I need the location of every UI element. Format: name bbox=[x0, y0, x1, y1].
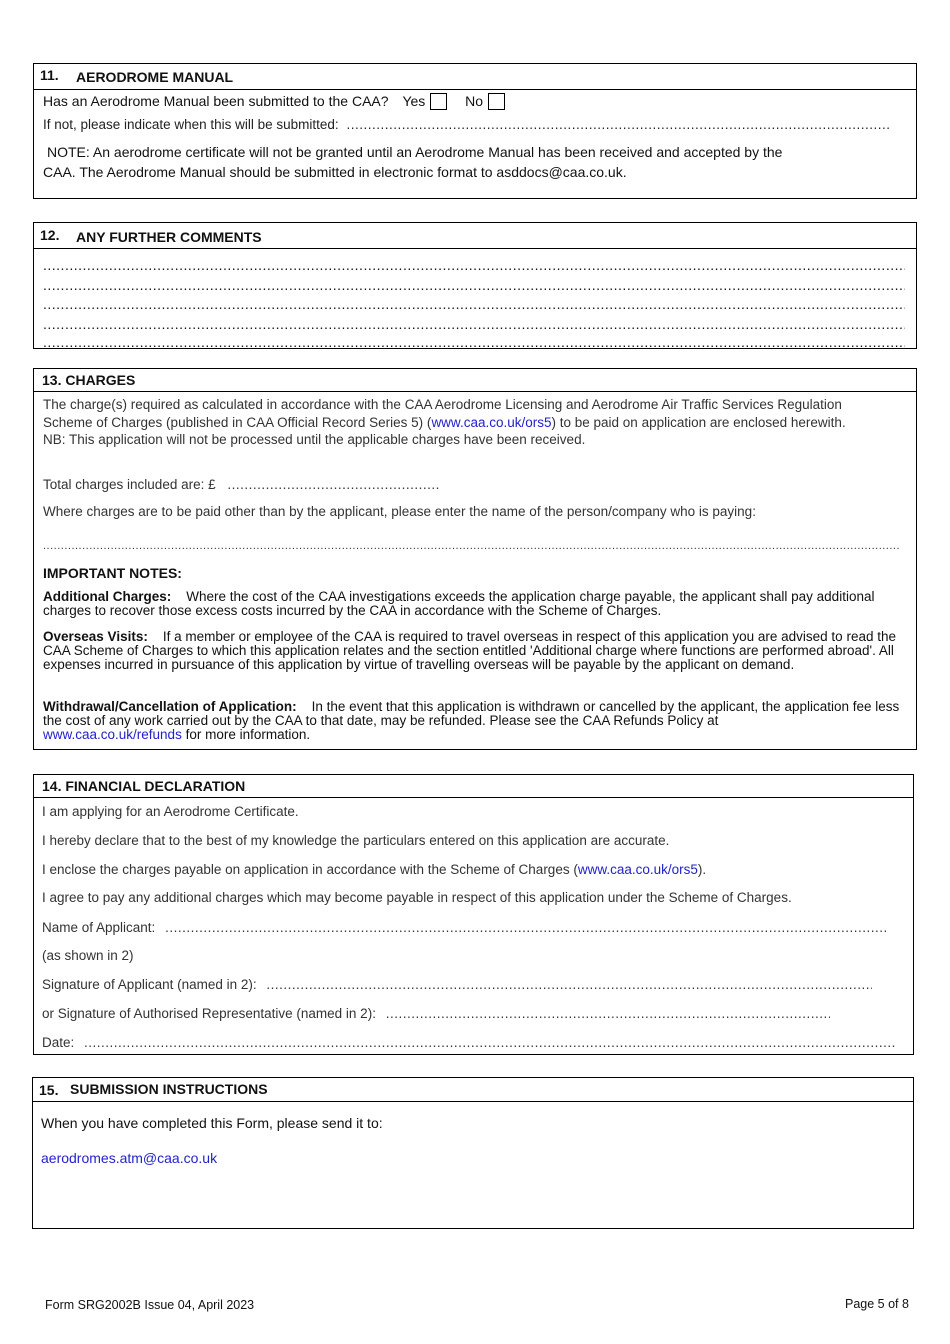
comment-line-4[interactable] bbox=[43, 316, 905, 332]
date-row bbox=[42, 1035, 896, 1050]
additional-charges-note bbox=[43, 590, 902, 618]
comment-line-2[interactable] bbox=[43, 277, 905, 293]
payer-field[interactable] bbox=[43, 537, 901, 552]
applicant-signature-label: Signature of Applicant (named in 2): bbox=[42, 977, 257, 992]
section-header bbox=[34, 64, 916, 90]
charges-line-2-end: ) to be paid on application are enclosed herewith. bbox=[551, 415, 846, 430]
ors5-link[interactable]: www.caa.co.uk/ors5 bbox=[577, 862, 698, 877]
section-number: 11. bbox=[40, 67, 59, 83]
withdrawal-note bbox=[43, 700, 902, 742]
submission-email-link[interactable]: aerodromes.atm@caa.co.uk bbox=[41, 1150, 218, 1166]
section-header bbox=[34, 369, 916, 392]
date-label: Date: bbox=[42, 1035, 75, 1050]
manual-question-row bbox=[43, 93, 505, 110]
representative-signature-row bbox=[42, 1006, 830, 1021]
applicant-signature-row bbox=[42, 977, 872, 992]
declaration-line-3 bbox=[42, 862, 706, 877]
total-charges-field[interactable] bbox=[227, 477, 441, 492]
overseas-visits-label: Overseas Visits: bbox=[43, 629, 148, 644]
withdrawal-text: In the event that this application is withdrawn or cancelled by the applicant, the application fee less the cost of any work carried out by the CAA to that date, may be refunded. Please see the CAA Refunds Policy at bbox=[43, 699, 900, 728]
declaration-line-2: I hereby declare that to the best of my knowledge the particulars entered on this application are accurate. bbox=[42, 833, 670, 848]
note-line-1: NOTE: An aerodrome certificate will not be granted until an Aerodrome Manual has been received and accepted by the bbox=[47, 144, 783, 160]
declaration-line-1: I am applying for an Aerodrome Certificate. bbox=[42, 804, 299, 819]
declaration-line-4: I agree to pay any additional charges which may become payable in respect of this application under the Scheme of Charges. bbox=[42, 890, 792, 905]
declaration-line-3-text: I enclose the charges payable on application in accordance with the Scheme of Charges ( bbox=[42, 862, 578, 877]
section-header bbox=[34, 775, 913, 798]
section-submission-instructions bbox=[32, 1077, 914, 1229]
section-header bbox=[33, 1078, 913, 1102]
yes-label: Yes bbox=[402, 93, 426, 109]
applicant-name-label: Name of Applicant: bbox=[42, 920, 156, 935]
total-charges-label: Total charges included are: £ bbox=[43, 477, 216, 492]
applicant-signature-field[interactable] bbox=[266, 977, 872, 992]
section-title: 13. CHARGES bbox=[42, 372, 136, 388]
section-header bbox=[34, 223, 916, 249]
charges-line-1: The charge(s) required as calculated in accordance with the CAA Aerodrome Licensing and Aerodrome Air Traffic Services Regulation bbox=[43, 397, 842, 412]
representative-signature-label: or Signature of Authorised Representative (named in 2): bbox=[42, 1006, 376, 1021]
page-number: Page 5 of 8 bbox=[845, 1297, 909, 1311]
submission-date-row bbox=[43, 117, 891, 132]
additional-charges-text: Where the cost of the CAA investigations exceeds the application charge payable, the applicant shall pay additional charges to recover those excess costs incurred by the CAA in accordance with the Scheme of Charges. bbox=[43, 589, 875, 618]
yes-checkbox[interactable] bbox=[430, 93, 447, 110]
nb-note: NB: This application will not be processed until the applicable charges have been received. bbox=[43, 432, 586, 447]
submission-date-field[interactable] bbox=[346, 117, 891, 132]
submission-date-label: If not, please indicate when this will be submitted: bbox=[43, 117, 339, 132]
section-title: 14. FINANCIAL DECLARATION bbox=[42, 778, 246, 794]
overseas-visits-text: If a member or employee of the CAA is required to travel overseas in respect of this application you are advised to read the CAA Scheme of Charges to which this application relates and the section entitled 'Additional charge where functions are performed abroad'. All expenses incurred in pursuance of this application by virtue of travelling overseas will be payable by the applicant on demand. bbox=[43, 629, 896, 672]
withdrawal-text-end: for more information. bbox=[181, 727, 311, 742]
declaration-line-3-end: ). bbox=[697, 862, 707, 877]
section-charges bbox=[33, 368, 917, 750]
section-number: 12. bbox=[40, 227, 60, 243]
refunds-link[interactable]: www.caa.co.uk/refunds bbox=[43, 727, 182, 742]
note-line-2: CAA. The Aerodrome Manual should be submitted in electronic format to asddocs@caa.co.uk. bbox=[43, 164, 627, 180]
comment-line-1[interactable] bbox=[43, 257, 905, 273]
total-charges-row bbox=[43, 477, 441, 492]
no-checkbox[interactable] bbox=[488, 93, 505, 110]
date-field[interactable] bbox=[84, 1035, 896, 1050]
charges-line-2-text: Scheme of Charges (published in CAA Official Record Series 5) ( bbox=[43, 415, 432, 430]
section-title: AERODROME MANUAL bbox=[76, 69, 234, 85]
form-reference: Form SRG2002B Issue 04, April 2023 bbox=[45, 1298, 255, 1312]
as-shown-note: (as shown in 2) bbox=[42, 948, 134, 963]
comment-line-5[interactable] bbox=[43, 334, 905, 350]
representative-signature-field[interactable] bbox=[386, 1006, 830, 1021]
section-number: 15. bbox=[39, 1082, 59, 1098]
section-aerodrome-manual bbox=[33, 63, 917, 199]
comment-line-3[interactable] bbox=[43, 296, 905, 312]
charges-line-2 bbox=[43, 415, 846, 430]
applicant-name-row bbox=[42, 920, 889, 935]
section-title: ANY FURTHER COMMENTS bbox=[76, 229, 262, 245]
additional-charges-label: Additional Charges: bbox=[43, 589, 172, 604]
no-label: No bbox=[465, 93, 484, 109]
payer-instruction: Where charges are to be paid other than by the applicant, please enter the name of the person/company who is paying: bbox=[43, 504, 756, 519]
section-further-comments bbox=[33, 222, 917, 349]
send-instruction: When you have completed this Form, please send it to: bbox=[41, 1115, 383, 1131]
withdrawal-label: Withdrawal/Cancellation of Application: bbox=[43, 699, 297, 714]
section-title: SUBMISSION INSTRUCTIONS bbox=[70, 1081, 268, 1097]
ors5-link[interactable]: www.caa.co.uk/ors5 bbox=[431, 415, 552, 430]
manual-question: Has an Aerodrome Manual been submitted to the CAA? bbox=[43, 93, 389, 109]
section-financial-declaration bbox=[33, 774, 914, 1055]
important-notes-heading: IMPORTANT NOTES: bbox=[43, 565, 182, 581]
overseas-visits-note bbox=[43, 630, 902, 672]
applicant-name-field[interactable] bbox=[165, 920, 889, 935]
